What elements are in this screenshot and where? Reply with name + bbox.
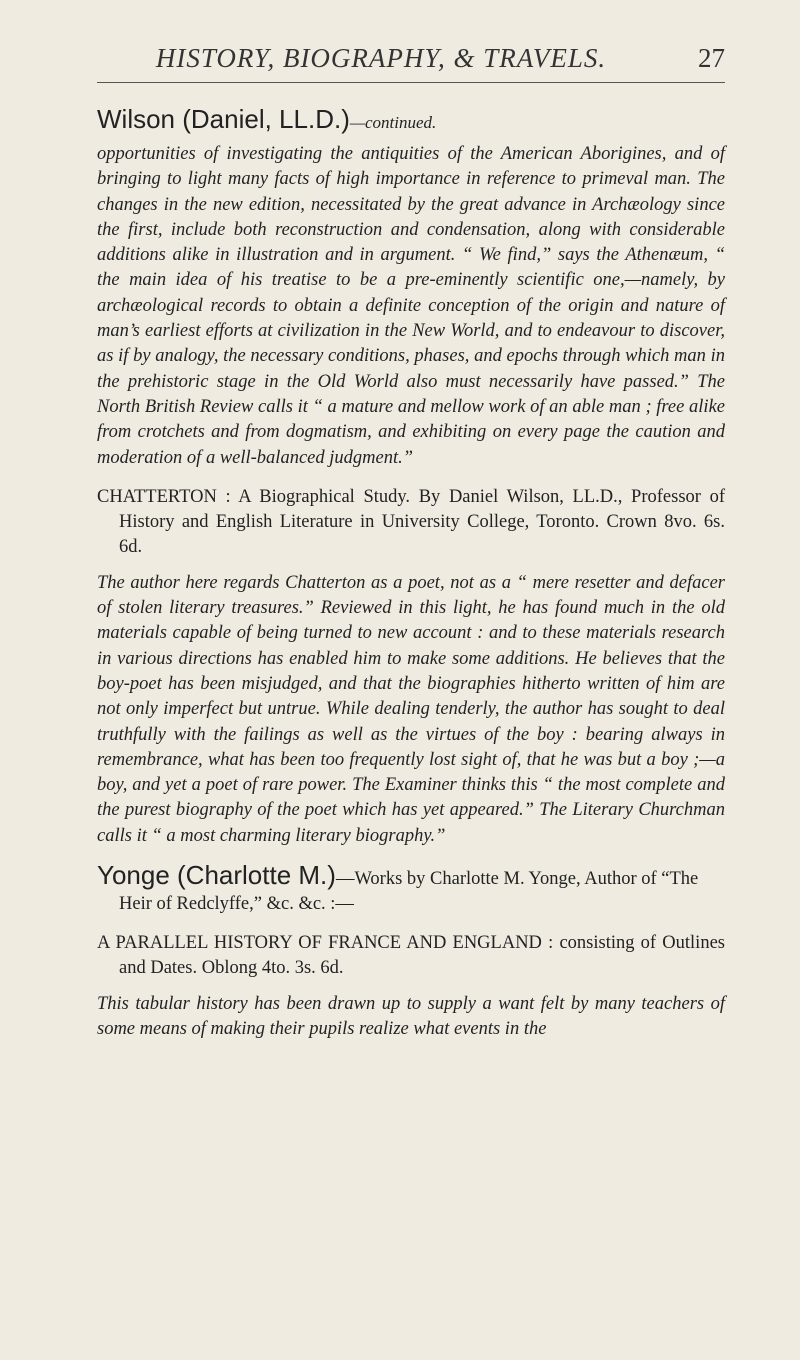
page-body	[97, 100, 725, 1042]
wilson-heading-name: Wilson (Daniel, LL.D.)	[97, 104, 350, 134]
header-rule	[97, 82, 725, 83]
chatterton-description: The author here regards Chatterton as a poet, not as a “ mere resetter and defacer of stolen literary treasures.” Reviewed in this light, he has found much in the old materials capable of being turned to new account : and to these materials research in various directions has enabled him to make some additions. He believes that the boy-poet has been misjudged, and that the biographies hitherto written of him are not only imperfect but untrue. While dealing tenderly, the author has sought to deal truthfully with the failings as well as the virtues of the boy : bearing always in remembrance, what has been too frequently lost sight of, that he was but a boy ;—a boy, and yet a poet of rare power. The Examiner thinks this “ the most complete and the purest biography of the poet which has yet appeared.” The Literary Churchman calls it “ a most charming literary biography.”	[97, 572, 725, 846]
wilson-review-paragraph: opportunities of investigating the antiquities of the American Aborigines, and of bringing to light many facts of high importance in reference to primeval man. The changes in the new edition, necessitated by the great advance in Archæology since the first, include both reconstruction and condensation, along with considerable additions alike in illustration and in argument. “ We find,” says the Athenæum, “ the main idea of his treatise to be a pre-eminently scientific one,—namely, by archæological records to obtain a definite conception of the origin and nature of man’s earliest efforts at civilization in the New World, and to endeavour to discover, as if by analogy, the necessary conditions, phases, and epochs through which man in the prehistoric stage in the Old World also must necessarily have passed.” The North British Review calls it “ a mature and mellow work of an able man ; free alike from crotchets and from dogmatism, and exhibiting on every page the caution and moderation of a well-balanced judgment.”	[97, 144, 725, 468]
running-head	[97, 43, 725, 83]
yonge-heading-name: Yonge (Charlotte M.)	[97, 860, 336, 891]
wilson-continued: —continued.	[349, 113, 437, 132]
wilson-heading	[97, 100, 725, 142]
page-number: 27	[698, 43, 725, 73]
chatterton-title: CHATTERTON : A Biographical Study. By Daniel Wilson, LL.D., Professor of History and English Literature in University College, Toronto. Crown 8vo. 6s. 6d.	[97, 486, 725, 558]
running-head-title: HISTORY, BIOGRAPHY, & TRAVELS.	[155, 43, 607, 73]
yonge-heading-rest: —Works by Charlotte M. Yonge, Author of “The Heir of Redclyffe,” &c. &c. :—	[119, 869, 699, 915]
parallel-history-description: This tabular history has been drawn up to supply a want felt by many teachers of some means of making their pupils realize what events in the	[97, 993, 725, 1039]
yonge-heading	[97, 860, 725, 917]
parallel-history-title: A PARALLEL HISTORY OF FRANCE AND ENGLAND : consisting of Outlines and Dates. Oblong 4to. 3s. 6d.	[97, 933, 725, 979]
